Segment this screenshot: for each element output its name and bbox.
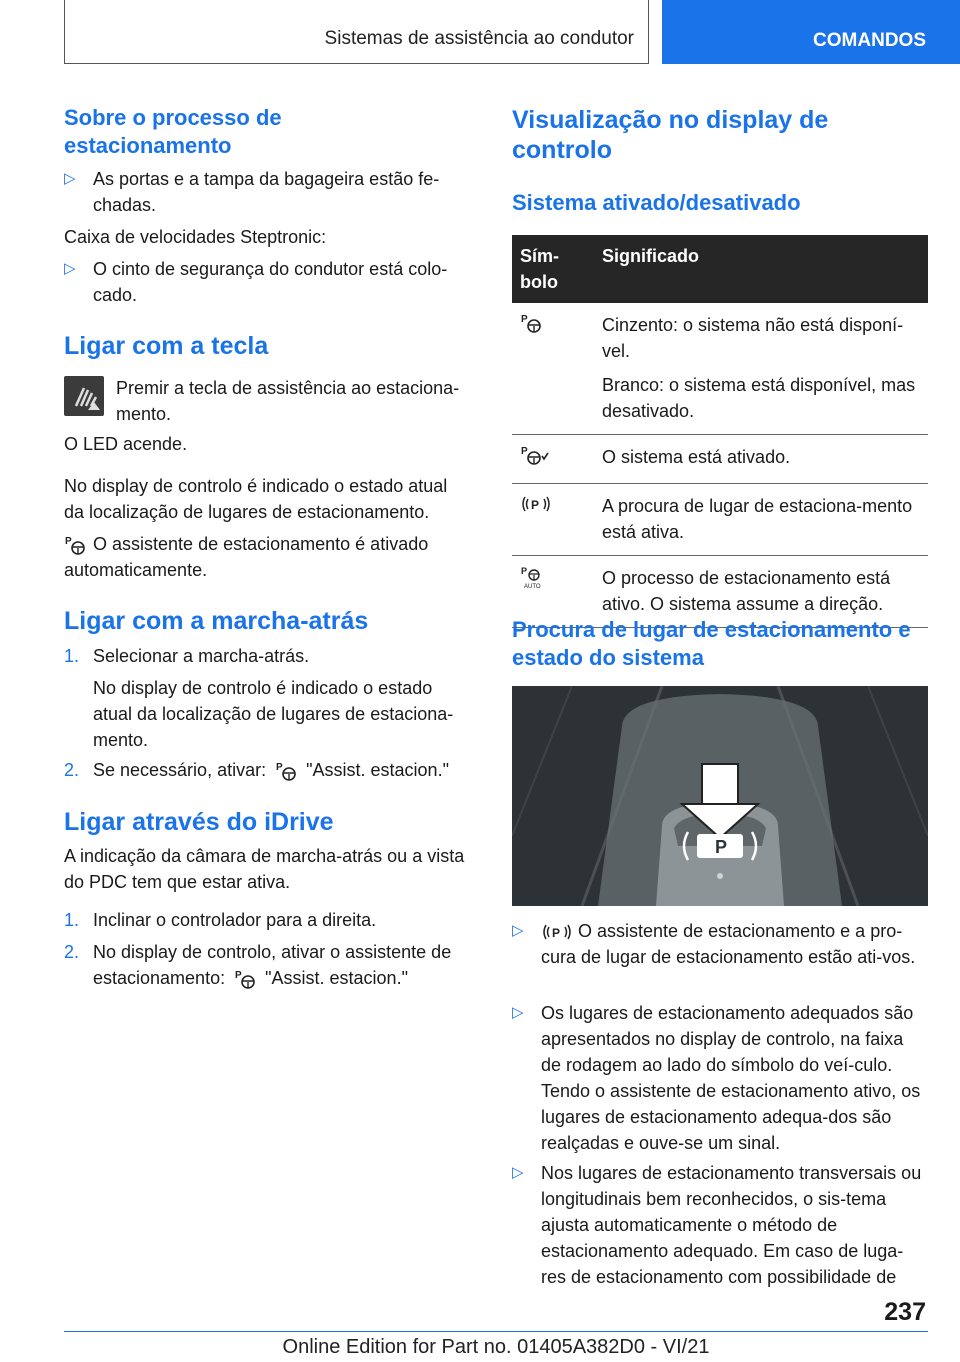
auto-activation-text: P O assistente de estacionamento é ativado automaticamente. bbox=[64, 534, 429, 580]
parking-assistant-icon bbox=[64, 534, 88, 556]
table-header-row bbox=[512, 235, 928, 303]
parking-auto-icon bbox=[520, 565, 546, 589]
symbol-table bbox=[512, 235, 928, 628]
heading-sobre: Sobre o processo de estacionamento bbox=[64, 105, 282, 158]
heading-visual: Visualização no display de controlo bbox=[512, 106, 829, 164]
col-meaning-header: Significado bbox=[594, 235, 928, 303]
bullet-marker: ▷ bbox=[512, 1164, 524, 1181]
header-section-box bbox=[64, 0, 649, 64]
heading-idrive: Ligar através do iDrive bbox=[64, 808, 334, 836]
list-item: ▷ Nos lugares de estacionamento transversais ou longitudinais bem reconhecidos, o sis-tema ajusta automaticamente o método de estacionamento adequado. Em caso de luga-res de estacionamento com possibilidade de bbox=[512, 1160, 928, 1290]
bullet-marker: ▷ bbox=[64, 260, 76, 277]
list-item: 2. Se necessário, ativar: P "Assist. estacion." bbox=[64, 757, 472, 783]
page-number: 237 bbox=[884, 1298, 926, 1326]
bullet-marker: ▷ bbox=[64, 170, 76, 187]
parking-search-icon bbox=[541, 921, 573, 943]
table-row: P AUTO O processo de estacionamento está ativo. O sistema assume a direção. bbox=[512, 556, 928, 628]
parking-display-illustration bbox=[512, 686, 928, 906]
table-row: P A procura de lugar de estaciona-mento está ativa. bbox=[512, 484, 928, 556]
parking-assistant-icon bbox=[271, 760, 301, 782]
parking-p-symbol: P bbox=[715, 837, 728, 857]
list-item: ▷ As portas e a tampa da bagageira estão fe-chadas. bbox=[64, 166, 472, 218]
table-row: P O sistema está ativado. bbox=[512, 435, 928, 484]
led-text: O LED acende. bbox=[64, 434, 188, 454]
list-item: 2. No display de controlo, ativar o assistente de estacionamento: P "Assist. estacion." bbox=[64, 939, 472, 991]
list-item: ▷ Os lugares de estacionamento adequados são apresentados no display de controlo, na faixa de rodagem ao lado do símbolo do veí-culo. Tendo o assistente de estacionamento ativo, os lugares de estacionamento adequa-dos são realçadas e ouve-se um sinal. bbox=[512, 1000, 928, 1156]
svg-text:P: P bbox=[65, 536, 72, 548]
parking-assistant-active-icon bbox=[520, 444, 550, 466]
edition-text: Online Edition for Part no. 01405A382D0 - VI/21 bbox=[282, 1336, 710, 1358]
svg-text:P: P bbox=[531, 498, 540, 512]
parking-search-icon bbox=[520, 493, 552, 515]
svg-text:P: P bbox=[235, 970, 242, 982]
bullet-marker: ▷ bbox=[512, 922, 524, 939]
caixa-text: Caixa de velocidades Steptronic: bbox=[64, 227, 327, 247]
svg-text:P: P bbox=[276, 762, 283, 774]
col-symbol-header: Sím-bolo bbox=[512, 235, 594, 303]
svg-text:P: P bbox=[521, 314, 528, 325]
svg-text:P: P bbox=[521, 566, 528, 576]
bullet-marker: ▷ bbox=[512, 1004, 524, 1021]
svg-text:AUTO: AUTO bbox=[524, 584, 541, 589]
heading-sistema: Sistema ativado/desativado bbox=[512, 190, 801, 215]
header-section-title: Sistemas de assistência ao condutor bbox=[324, 28, 634, 49]
marcha-sub-text: No display de controlo é indicado o estado atual da localização de lugares de estaciona-mento. bbox=[93, 678, 454, 750]
parking-assistant-icon bbox=[230, 968, 260, 990]
table-row: P Cinzento: o sistema não está disponí-vel. Branco: o sistema está disponível, mas desativado. bbox=[512, 303, 928, 435]
list-item: ▷ O cinto de segurança do condutor está colo-cado. bbox=[64, 256, 472, 308]
footer-divider bbox=[64, 1331, 928, 1332]
heading-tecla: Ligar com a tecla bbox=[64, 332, 269, 360]
svg-text:P: P bbox=[552, 926, 561, 941]
list-item: 1. Inclinar o controlador para a direita. bbox=[64, 910, 377, 930]
list-item: 1. Selecionar a marcha-atrás. bbox=[64, 646, 310, 666]
parking-button-icon bbox=[64, 376, 104, 416]
parking-assistant-icon bbox=[520, 312, 546, 334]
tecla-text: Premir a tecla de assistência ao estaciona-mento. bbox=[116, 378, 460, 424]
idrive-text: A indicação da câmara de marcha-atrás ou a vista do PDC tem que estar ativa. bbox=[64, 846, 465, 892]
svg-text:P: P bbox=[521, 446, 528, 457]
display-text: No display de controlo é indicado o estado atual da localização de lugares de estacionamento. bbox=[64, 476, 448, 522]
header-chapter-tab: COMANDOS bbox=[662, 0, 960, 64]
heading-procura: Procura de lugar de estacionamento e estado do sistema bbox=[512, 617, 911, 670]
heading-marcha: Ligar com a marcha-atrás bbox=[64, 607, 369, 635]
list-item: ▷ P O assistente de estacionamento e a pro-cura de lugar de estacionamento estão ati-vos. bbox=[512, 918, 928, 970]
